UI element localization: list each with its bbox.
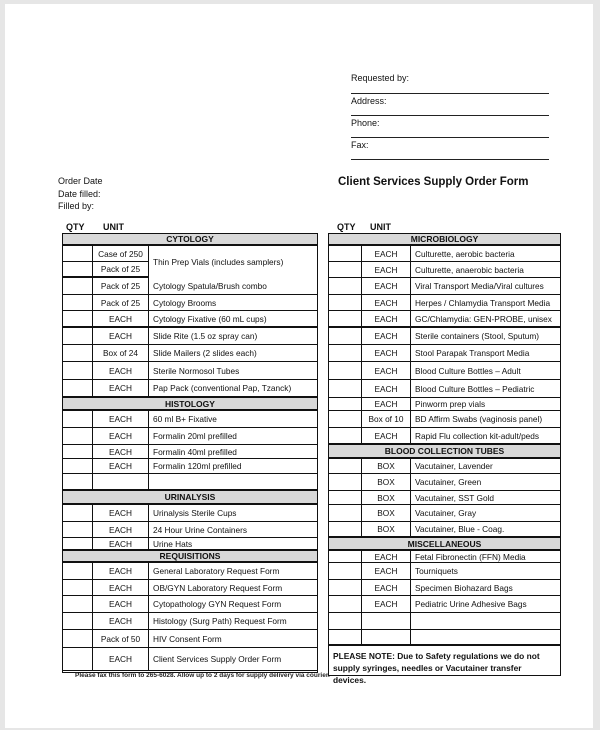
table-row [329,278,560,295]
table-row [329,522,560,538]
table-row [329,380,560,398]
item-description: OB/GYN Laboratory Request Form [153,582,283,593]
qty-input[interactable] [329,491,362,504]
item-description: Blood Culture Bottles – Pediatric [415,383,535,394]
table-row [63,411,317,428]
item-description: Vacutainer, Green [415,477,482,487]
table-row [329,411,560,428]
unit-cell: BOX [362,522,411,536]
item-description: HIV Consent Form [153,633,222,644]
qty-input[interactable] [329,295,362,310]
unit-cell [362,630,411,644]
table-row [329,246,560,262]
unit-cell [362,613,411,629]
qty-input[interactable] [329,522,362,536]
table-row [63,613,317,630]
item-description: Rapid Flu collection kit-adult/peds [415,430,540,441]
table-row [329,362,560,380]
unit-cell: Box of 24 [93,345,149,361]
qty-input[interactable] [329,459,362,473]
unit-cell: Case of 250 [93,246,149,261]
item-description: Formalin 120ml prefilled [153,461,242,471]
qty-input[interactable] [329,398,362,410]
fax-field[interactable] [351,159,549,160]
unit-cell: EACH [93,563,149,579]
unit-cell: EACH [93,538,149,549]
unit-cell: Pack of 50 [93,630,149,647]
item-description: Urine Hats [153,538,193,549]
qty-input[interactable] [63,459,93,473]
unit-cell: Box of 10 [362,411,411,427]
table-row [329,613,560,630]
table-row [329,459,560,474]
requested-by-field[interactable] [351,93,549,94]
item-description: Client Services Supply Order Form [153,654,282,664]
table-row [63,596,317,613]
document-page [5,4,593,728]
qty-input[interactable] [329,246,362,261]
table-row [63,345,317,362]
table-row [329,311,560,328]
table-row [329,551,560,563]
unit-cell: EACH [93,596,149,612]
item-description: Vacutainer, Gray [415,508,477,518]
unit-cell: EACH [362,551,411,562]
item-description: Stool Parapak Transport Media [415,348,530,358]
unit-cell: EACH [362,596,411,612]
item-description: Sterile containers (Stool, Sputum) [415,331,540,341]
table-row [63,380,317,398]
item-description: Slide Rite (1.5 oz spray can) [153,331,258,341]
qty-column-header-left: QTY [66,222,85,232]
qty-input[interactable] [63,246,93,261]
unit-cell: Pack of 25 [93,278,149,294]
footer-instructions: Please fax this form to 265-6028. Allow up to 2 days for supply delivery via courier. [75,672,330,679]
requested-by-label: Requested by: [351,73,410,83]
qty-input[interactable] [329,362,362,379]
item-description: Herpes / Chlamydia Transport Media [415,297,551,308]
qty-input[interactable] [329,613,362,629]
unit-cell: BOX [362,505,411,521]
unit-cell: EACH [93,311,149,326]
table-row [63,445,317,459]
qty-input[interactable] [63,580,93,595]
unit-cell: EACH [362,563,411,579]
filled-by-label: Filled by: [58,201,95,211]
unit-column-header-right: UNIT [370,222,391,232]
unit-cell: EACH [362,328,411,344]
unit-cell: EACH [93,613,149,629]
item-description: Specimen Biohazard Bags [415,582,513,593]
item-description: Pediatric Urine Adhesive Bags [415,599,527,609]
qty-input[interactable] [63,411,93,427]
qty-input[interactable] [63,538,93,549]
item-description: 60 ml B+ Fixative [153,414,217,424]
phone-label: Phone: [351,118,380,128]
qty-input[interactable] [63,295,93,310]
item-description: Cytology Spatula/Brush combo [153,281,267,291]
table-row [63,295,317,311]
section-header-cytology: CYTOLOGY [63,234,317,246]
table-row [329,580,560,596]
safety-note [329,647,560,689]
item-description: BD Affirm Swabs (vaginosis panel) [415,414,543,424]
item-description: Histology (Surg Path) Request Form [153,616,287,626]
qty-input[interactable] [63,522,93,537]
qty-input[interactable] [329,311,362,326]
unit-cell: EACH [93,428,149,444]
item-description: Vacutainer, Lavender [415,461,493,471]
qty-input[interactable] [63,505,93,521]
item-description: Culturette, anaerobic bacteria [415,264,524,275]
qty-input[interactable] [329,580,362,595]
table-row [329,505,560,522]
safety-note-line-1: PLEASE NOTE: Due to Safety regulations we do not [333,651,540,661]
table-row [329,345,560,362]
unit-cell [93,474,149,489]
unit-cell: EACH [93,580,149,595]
unit-cell: EACH [93,328,149,344]
unit-cell: Pack of 25 [93,262,149,276]
address-label: Address: [351,96,387,106]
unit-cell: EACH [362,262,411,277]
table-row [63,580,317,596]
right-order-table [328,233,561,685]
section-header-requisitions: REQUISITIONS [63,551,317,563]
qty-input[interactable] [63,380,93,396]
qty-input[interactable] [63,328,93,344]
unit-cell: EACH [93,411,149,427]
qty-input[interactable] [63,278,93,294]
item-description [411,613,560,629]
item-description: Urinalysis Sterile Cups [153,508,237,518]
table-row [63,648,317,671]
qty-input[interactable] [329,563,362,579]
table-row [63,278,317,295]
unit-cell: EACH [362,278,411,294]
fax-label: Fax: [351,140,369,150]
qty-input[interactable] [329,505,362,521]
unit-cell: BOX [362,474,411,490]
section-header-microbiology: MICROBIOLOGY [329,234,560,246]
table-row [63,538,317,551]
table-row [63,474,317,491]
table-row [63,522,317,538]
qty-input[interactable] [63,596,93,612]
qty-input[interactable] [329,328,362,344]
unit-cell: EACH [93,362,149,379]
unit-cell: EACH [93,459,149,473]
item-description: Cytology Brooms [153,297,217,308]
qty-input[interactable] [329,411,362,427]
item-description: Culturette, aerobic bacteria [415,248,515,259]
item-description: Sterile Normosol Tubes [153,365,240,376]
left-order-table [62,233,318,673]
item-description: 24 Hour Urine Containers [153,524,248,535]
unit-cell: EACH [93,648,149,670]
address-field[interactable] [351,115,549,116]
table-row [329,328,560,345]
table-row [63,505,317,522]
unit-cell: BOX [362,491,411,504]
table-row [329,262,560,278]
qty-input[interactable] [329,428,362,443]
unit-column-header-left: UNIT [103,222,124,232]
table-row [63,630,317,648]
unit-cell: EACH [93,505,149,521]
table-row [329,398,560,411]
item-description: Vacutainer, SST Gold [415,492,495,503]
qty-input[interactable] [329,345,362,361]
unit-cell: EACH [362,345,411,361]
table-row [63,459,317,474]
unit-cell: EACH [362,428,411,443]
unit-cell: EACH [362,362,411,379]
item-description: Formalin 40ml prefilled [153,446,237,457]
table-row [63,311,317,328]
unit-cell: EACH [93,445,149,458]
table-row [329,596,560,613]
item-description: Pinworm prep vials [415,399,486,409]
safety-note-line-2: supply syringes, needles or Vacutainer transfer devices. [333,663,522,685]
item-description: Tourniquets [415,566,458,576]
qty-input[interactable] [63,362,93,379]
qty-input[interactable] [329,551,362,562]
item-description: General Laboratory Request Form [153,566,280,576]
unit-cell: EACH [362,580,411,595]
item-description: Formalin 20ml prefilled [153,431,237,441]
qty-input[interactable] [63,648,93,670]
unit-cell: EACH [93,380,149,396]
table-row [329,563,560,580]
section-header-miscellaneous: MISCELLANEOUS [329,538,560,551]
item-description: Pap Pack (conventional Pap, Tzanck) [153,383,292,393]
qty-input[interactable] [329,630,362,644]
qty-input[interactable] [329,380,362,397]
table-row [63,328,317,345]
qty-column-header-right: QTY [337,222,356,232]
table-row [329,630,560,646]
table-row [329,295,560,311]
phone-field[interactable] [351,137,549,138]
qty-input[interactable] [63,563,93,579]
table-row [63,362,317,380]
qty-input[interactable] [63,613,93,629]
item-description: Slide Mailers (2 slides each) [153,348,257,358]
table-row [329,428,560,445]
qty-input[interactable] [329,474,362,490]
item-description [149,474,317,489]
qty-input[interactable] [63,345,93,361]
qty-input[interactable] [63,474,93,489]
qty-input[interactable] [329,262,362,277]
unit-cell: EACH [362,398,411,410]
section-header-blood-collection-tubes: BLOOD COLLECTION TUBES [329,445,560,459]
date-filled-label: Date filled: [58,189,101,199]
unit-cell: Pack of 25 [93,295,149,310]
item-description: Fetal Fibronectin (FFN) Media [415,551,526,562]
unit-cell: BOX [362,459,411,473]
table-row [63,246,317,267]
qty-input[interactable] [63,630,93,647]
table-row [329,474,560,491]
section-header-histology: HISTOLOGY [63,398,317,411]
unit-cell: EACH [362,380,411,397]
item-description: Vacutainer, Blue - Coag. [415,524,505,534]
item-description: Thin Prep Vials (includes samplers) [149,246,317,278]
table-row [63,428,317,445]
item-description [411,630,560,644]
item-description: Cytology Fixative (60 mL cups) [153,313,267,324]
qty-input[interactable] [63,311,93,326]
form-title: Client Services Supply Order Form [338,176,529,188]
item-description: Blood Culture Bottles – Adult [415,365,521,376]
unit-cell: EACH [362,295,411,310]
section-header-urinalysis: URINALYSIS [63,491,317,505]
qty-input[interactable] [63,445,93,458]
order-date-label: Order Date [58,176,103,186]
qty-input[interactable] [329,278,362,294]
qty-input[interactable] [63,262,93,276]
table-row [63,563,317,580]
unit-cell: EACH [362,311,411,326]
table-row [329,491,560,505]
item-description: GC/Chlamydia: GEN-PROBE, unisex [415,313,552,324]
qty-input[interactable] [329,596,362,612]
item-description: Cytopathology GYN Request Form [153,599,282,609]
qty-input[interactable] [63,428,93,444]
unit-cell: EACH [362,246,411,261]
item-description: Viral Transport Media/Viral cultures [415,281,544,291]
unit-cell: EACH [93,522,149,537]
